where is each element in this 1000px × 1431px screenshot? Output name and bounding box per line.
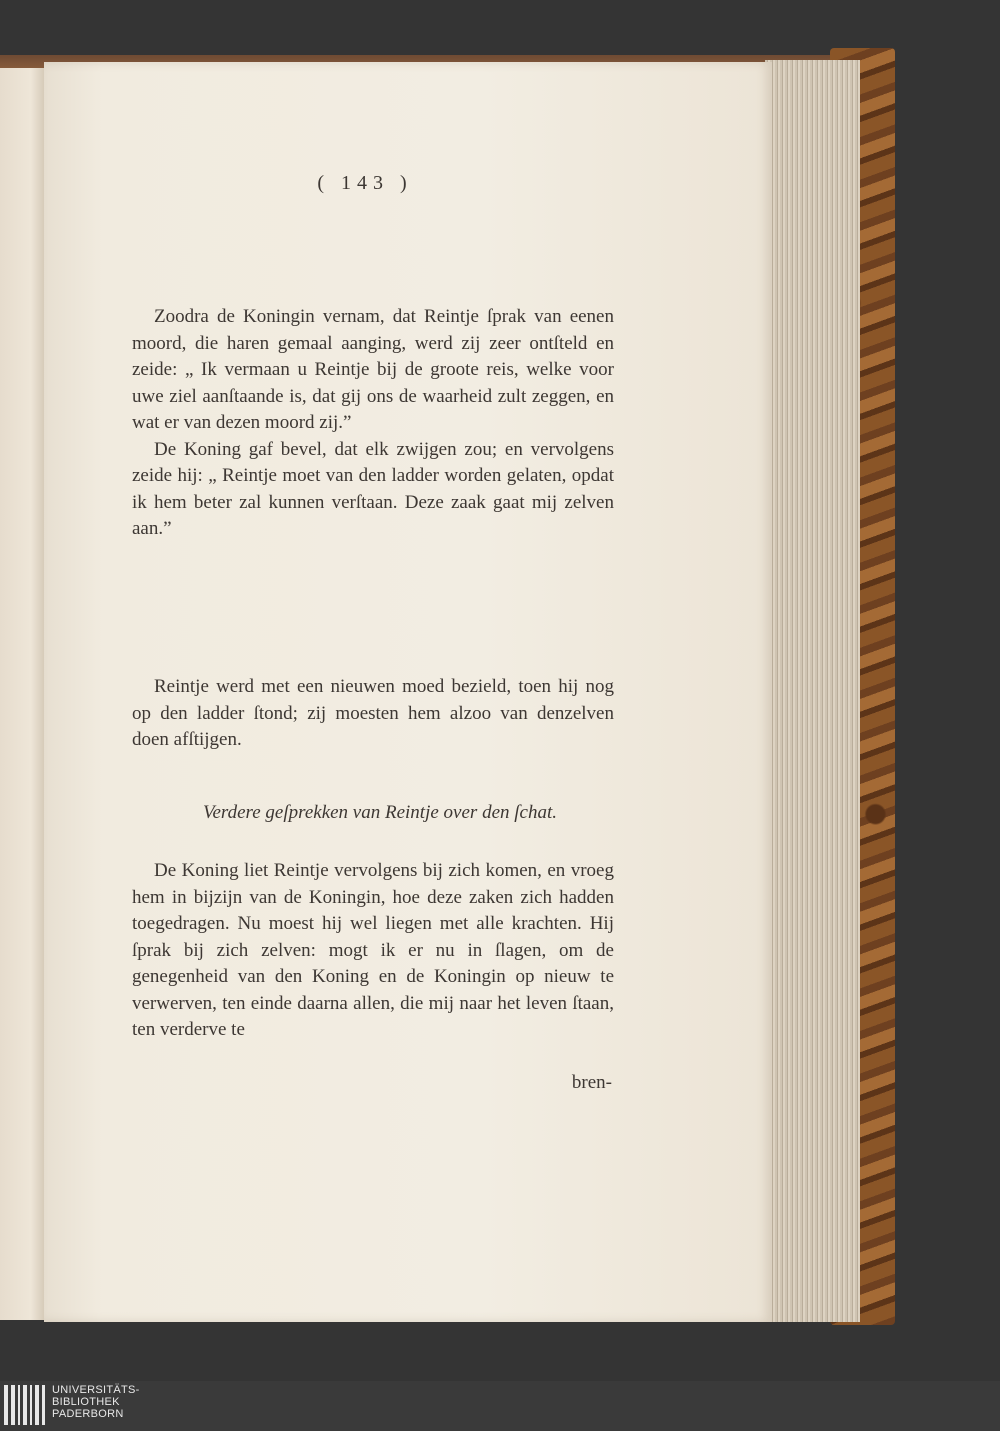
text-block-bottom xyxy=(132,858,614,1044)
library-name-line-3: PADERBORN xyxy=(52,1408,124,1420)
library-name-line-1: UNIVERSITÄTS- xyxy=(52,1384,140,1396)
library-logo-icon xyxy=(4,1385,46,1425)
page-number: ( 143 ) xyxy=(317,172,413,194)
text-block-top xyxy=(132,304,614,543)
paragraph-3: Reintje werd met een nieuwen moed bezield, toen hij nog op den ladder ſtond; zij moesten hem alzoo van denzelven doen afſtijgen. xyxy=(132,676,614,750)
left-facing-page xyxy=(0,68,44,1320)
section-heading: Verdere geſprekken van Reintje over den ſchat. xyxy=(203,802,557,823)
library-name xyxy=(52,1384,140,1420)
footer-bar xyxy=(0,1381,1000,1431)
text-block-middle xyxy=(132,674,614,754)
catchword: bren- xyxy=(571,1072,612,1093)
library-name-line-2: BIBLIOTHEK xyxy=(52,1396,120,1408)
paragraph-4: De Koning liet Reintje vervolgens bij zich komen, en vroeg hem in bijzijn van de Koningin, hoe deze zaken zich hadden toegedragen. Nu moest hij wel liegen met alle krachten. Hij ſprak bij zich zelven: mogt ik er nu in ſlagen, om de genegenheid van den Koning en de Koningin op nieuw te verwerven, ten einde daarna allen, die mij naar het leven ſtaan, ten verderve te xyxy=(132,860,614,1040)
paragraph-1: Zoodra de Koningin vernam, dat Reintje ſprak van eenen moord, die haren gemaal aanging, werd zij zeer ontſteld en zeide: „ Ik vermaan u Reintje bij de groote reis, welke voor uwe ziel aanſtaande is, dat gij ons de waarheid zult zeggen, en wat er van dezen moord zij.” xyxy=(132,306,614,433)
paragraph-2: De Koning gaf bevel, dat elk zwijgen zou; en vervolgens zeide hij: „ Reintje moet van den ladder worden gelaten, opdat ik hem beter zal kunnen verſtaan. Deze zaak gaat mij zelven aan.” xyxy=(132,438,614,539)
page-edges xyxy=(765,60,860,1322)
